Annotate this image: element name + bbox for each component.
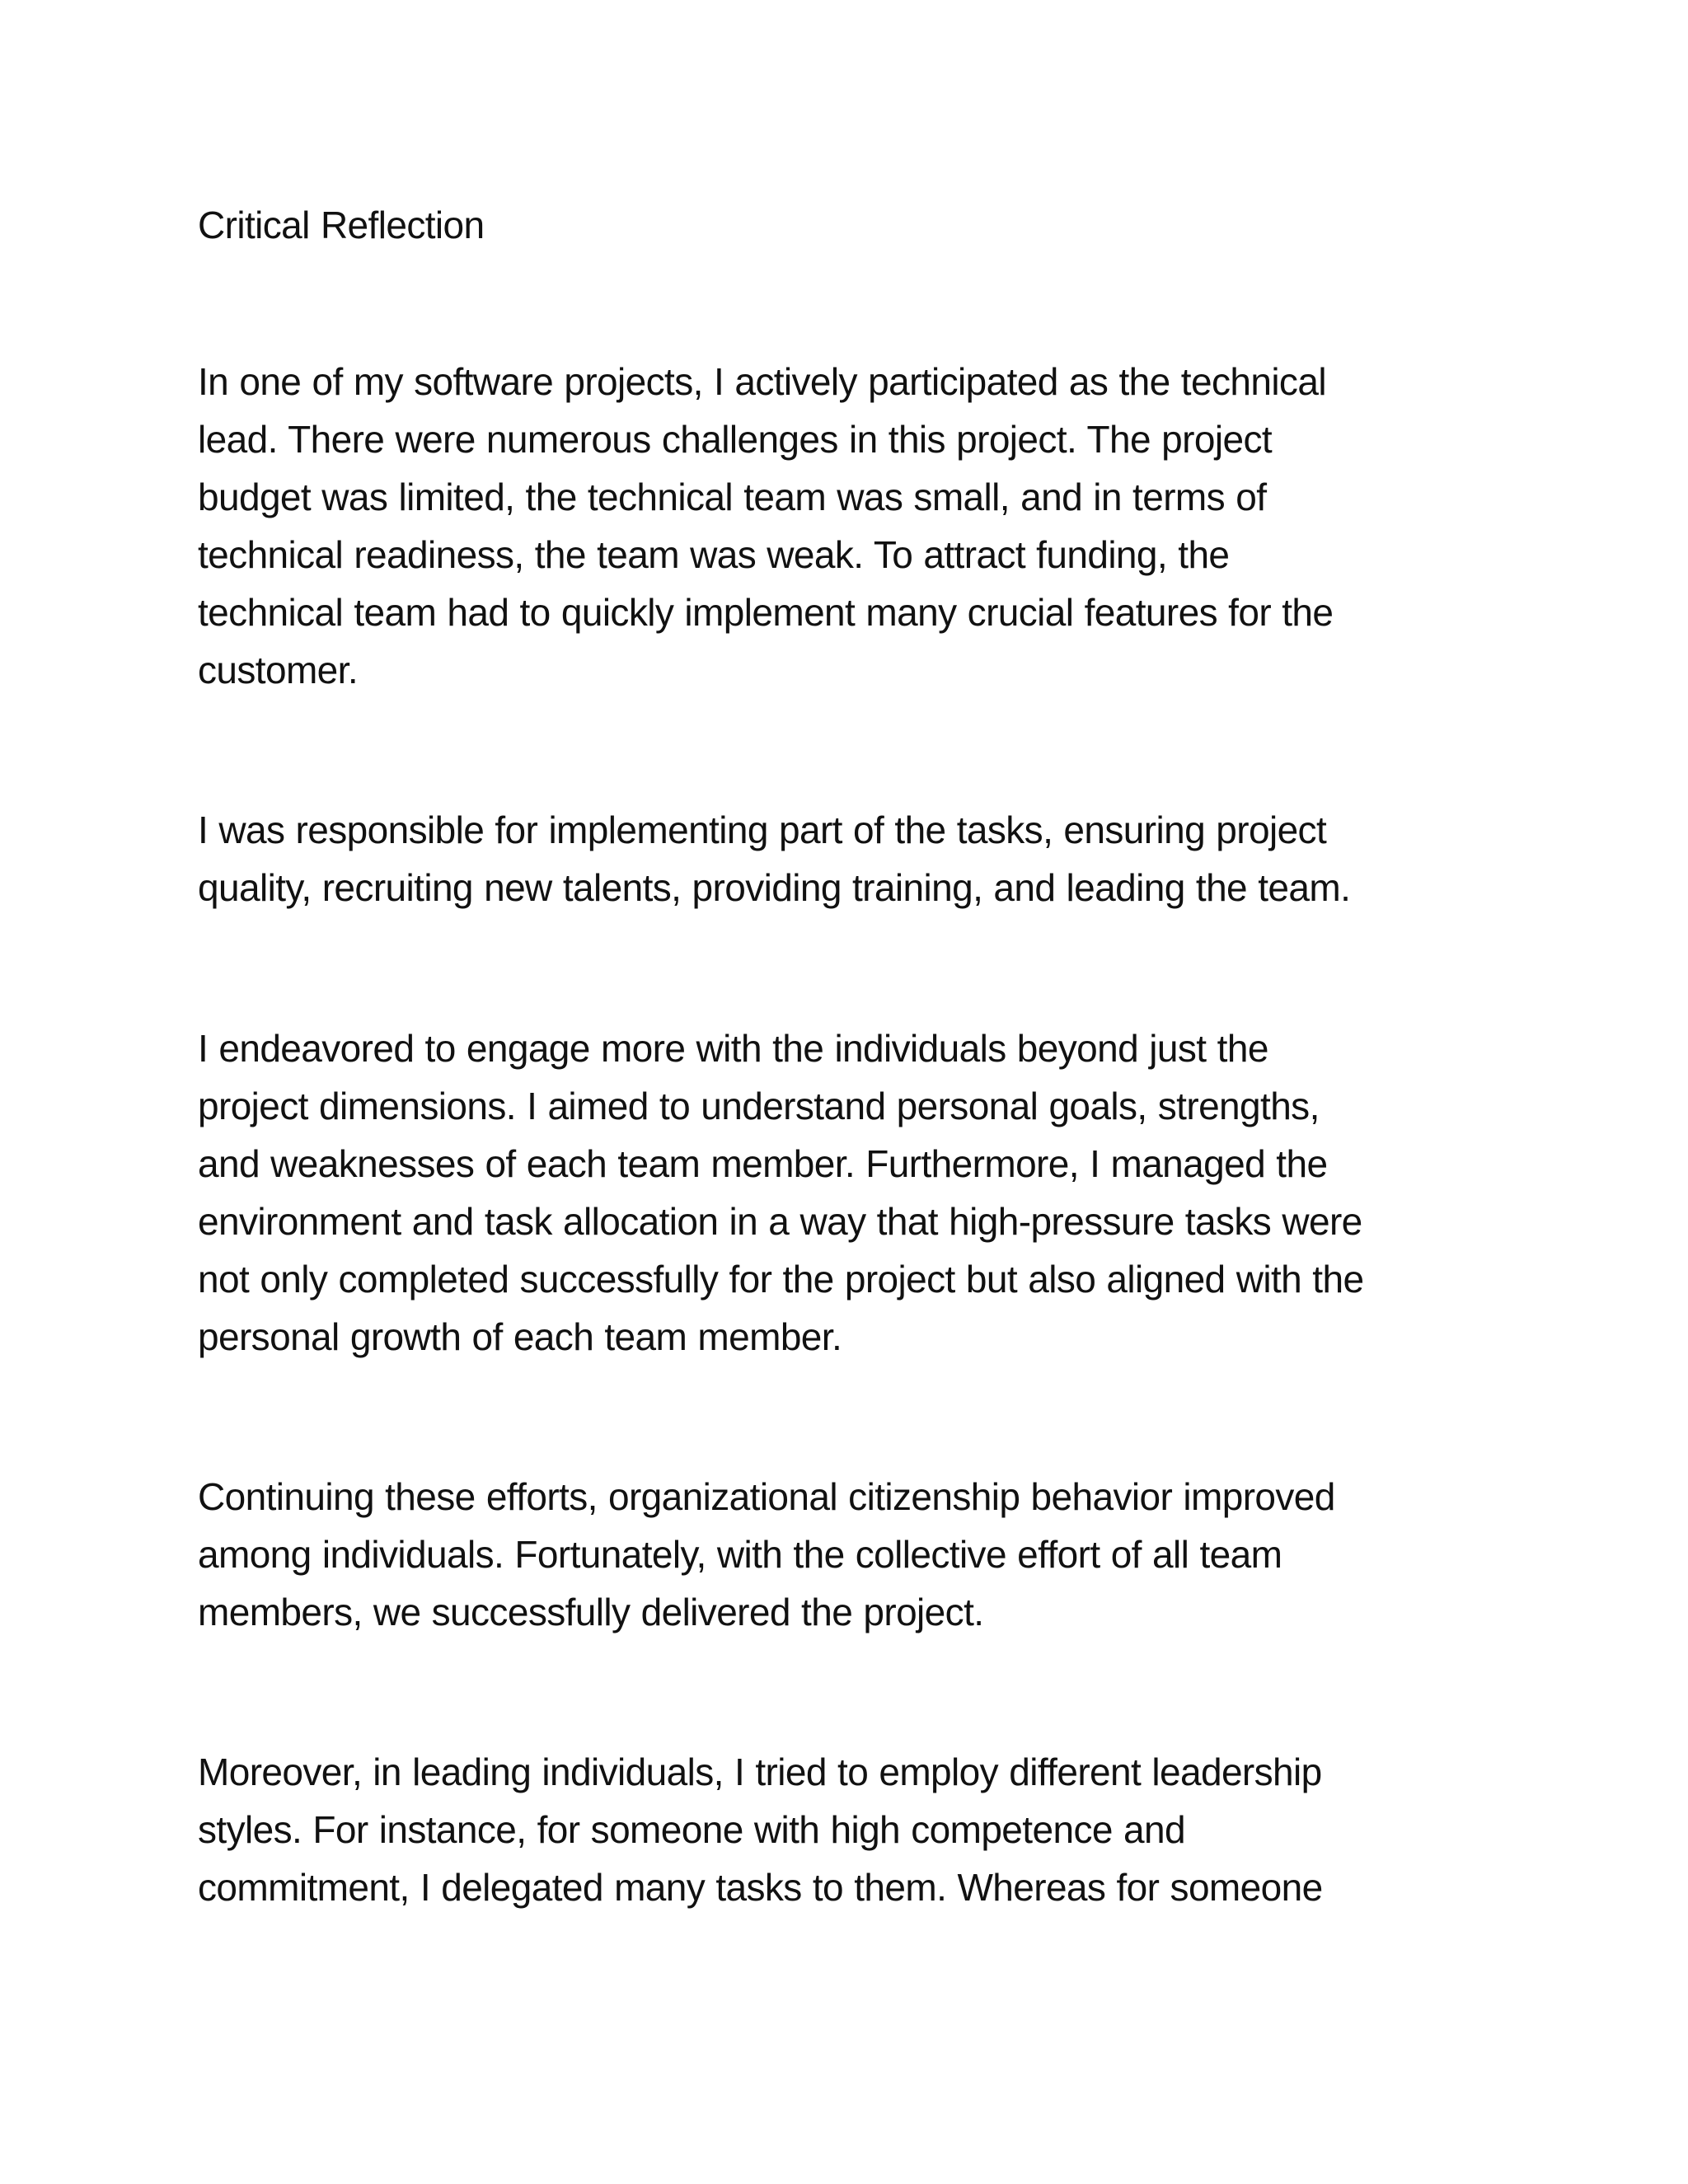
paragraph-line: In one of my software projects, I actively participated as the technical <box>198 360 1326 403</box>
paragraph-2 <box>198 801 1550 916</box>
paragraph-line: personal growth of each team member. <box>198 1315 842 1358</box>
paragraph-line: members, we successfully delivered the project. <box>198 1591 984 1633</box>
paragraph-5 <box>198 1743 1550 1916</box>
paragraph-line: quality, recruiting new talents, providing training, and leading the team. <box>198 866 1351 909</box>
paragraph-line: commitment, I delegated many tasks to them. Whereas for someone <box>198 1866 1323 1909</box>
paragraph-1 <box>198 353 1550 699</box>
paragraph-line: Continuing these efforts, organizational citizenship behavior improved <box>198 1475 1335 1518</box>
paragraph-line: environment and task allocation in a way that high-pressure tasks were <box>198 1200 1362 1243</box>
paragraph-line: technical team had to quickly implement many crucial features for the <box>198 591 1334 634</box>
paragraph-line: Moreover, in leading individuals, I tried to employ different leadership <box>198 1750 1322 1793</box>
paragraph-line: budget was limited, the technical team was small, and in terms of <box>198 476 1267 518</box>
paragraph-line: technical readiness, the team was weak. To attract funding, the <box>198 533 1230 576</box>
title-line: Critical Reflection <box>198 204 485 246</box>
paragraph-4 <box>198 1468 1550 1641</box>
paragraph-line: customer. <box>198 649 359 691</box>
paragraph-line: I was responsible for implementing part of the tasks, ensuring project <box>198 808 1327 851</box>
paragraph-line: lead. There were numerous challenges in this project. The project <box>198 418 1273 461</box>
paragraph-line: I endeavored to engage more with the individuals beyond just the <box>198 1027 1268 1070</box>
paragraph-line: and weaknesses of each team member. Furthermore, I managed the <box>198 1142 1328 1185</box>
paragraph-line: not only completed successfully for the project but also aligned with the <box>198 1258 1364 1301</box>
paragraph-line: styles. For instance, for someone with high competence and <box>198 1808 1185 1851</box>
document-title <box>198 196 1550 254</box>
paragraph-line: project dimensions. I aimed to understand personal goals, strengths, <box>198 1085 1320 1127</box>
paragraph-3 <box>198 1019 1550 1366</box>
paragraph-line: among individuals. Fortunately, with the collective effort of all team <box>198 1533 1282 1576</box>
